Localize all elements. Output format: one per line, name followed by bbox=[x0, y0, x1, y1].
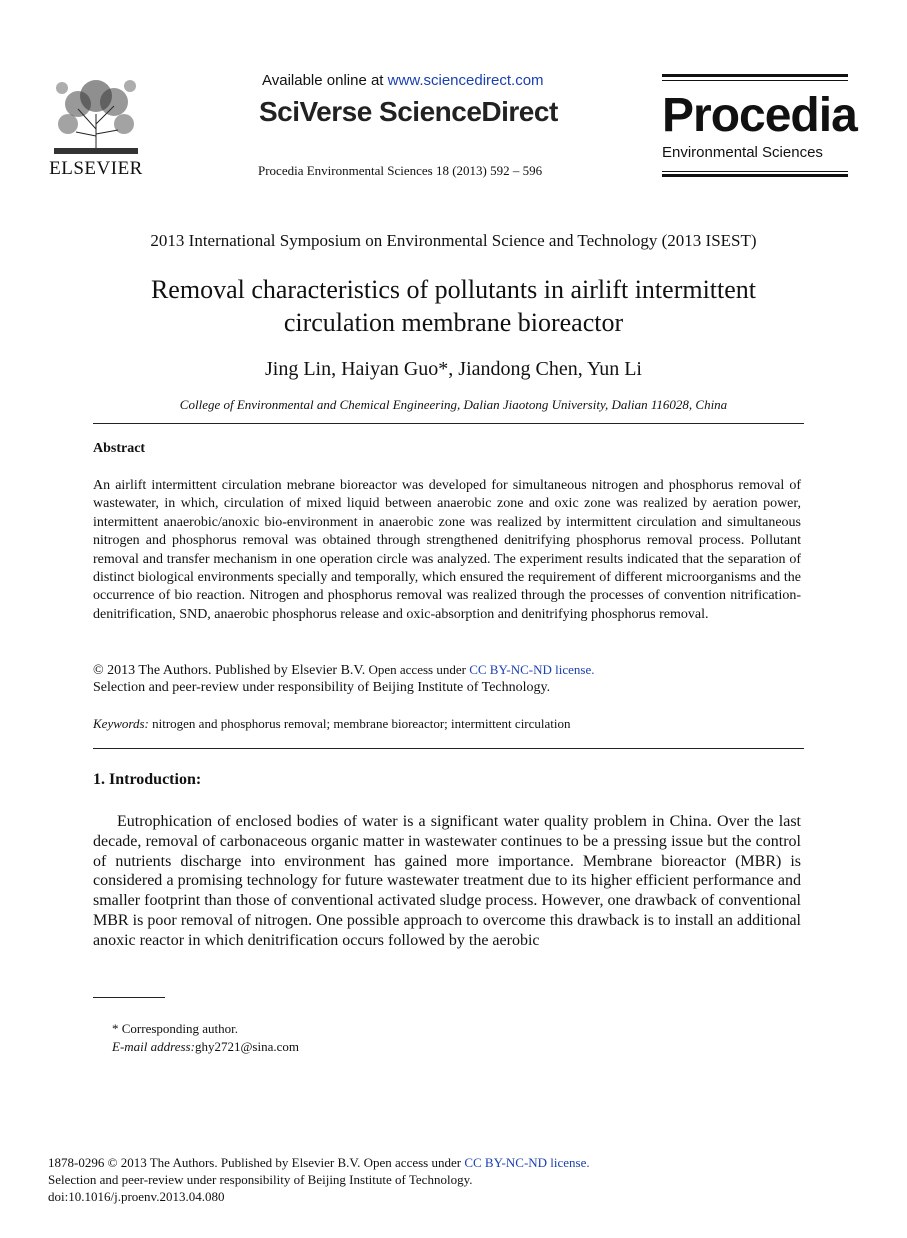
open-access-text: Open access under bbox=[365, 662, 470, 677]
journal-logo-name: Procedia bbox=[662, 89, 857, 142]
logo-rule-top bbox=[662, 74, 848, 77]
keywords-label: Keywords: bbox=[93, 716, 149, 731]
available-online-prefix: Available online at bbox=[262, 72, 388, 89]
symposium-name: 2013 International Symposium on Environmental Science and Technology (2013 ISEST) bbox=[150, 231, 757, 250]
article-title bbox=[0, 273, 907, 339]
footnote bbox=[112, 1020, 299, 1056]
footer-license-link[interactable]: CC BY-NC-ND license. bbox=[464, 1155, 590, 1170]
abstract-body: An airlift intermittent circulation mebrane bioreactor was developed for simultaneous nitrogen and phosphorus removal of wastewater, in which, circulation of mixed liquid between anaerobic zone and oxic zone was realized by aeration power, intermittent anaerobic/anoxic bio-environment in anaerobic zone was realized by intermittent circulation and simultaneous nitrogen and phosphorus removal was obtained through strengthened denitrifying phosphorus removal process. Pollutant removal and transfer mechanism in one operation circle was analyzed. The experiment results indicated that the separation of distinct biological environments specially and temporally, which ensured the requirement of different microorganisms and the occurrence of bio reaction. Nitrogen and phosphorus removal was realized through the processes of convention nitrification-denitrification, SND, anaerobic phosphorus release and oxic-absorption and denitrifying phosphorus removal. bbox=[93, 478, 801, 622]
footer-peer-review-line: Selection and peer-review under responsibility of Beijing Institute of Technology. bbox=[48, 1172, 473, 1187]
copyright-notice bbox=[93, 661, 804, 696]
keywords bbox=[93, 716, 571, 732]
elsevier-tree-icon bbox=[48, 74, 144, 158]
available-online-line bbox=[262, 72, 544, 89]
page-footer bbox=[48, 1154, 590, 1205]
license-link[interactable]: CC BY-NC-ND license. bbox=[469, 662, 595, 677]
footnote-rule bbox=[93, 997, 165, 998]
corresponding-author-note: * Corresponding author. bbox=[112, 1021, 239, 1036]
keywords-text: nitrogen and phosphorus removal; membrane bioreactor; intermittent circulation bbox=[148, 716, 571, 731]
divider-bottom bbox=[93, 748, 804, 749]
logo-rule-top-thin bbox=[662, 80, 848, 81]
elsevier-logo bbox=[48, 74, 144, 178]
introduction-heading: 1. Introduction: bbox=[93, 771, 202, 788]
title-line-1: Removal characteristics of pollutants in airlift intermittent bbox=[150, 275, 757, 304]
divider-top bbox=[93, 423, 804, 424]
copyright-line: © 2013 The Authors. Published by Elsevier B.V. bbox=[93, 663, 366, 678]
logo-rule-bottom-thin bbox=[662, 171, 848, 172]
platform-name: SciVerse ScienceDirect bbox=[259, 96, 558, 127]
title-line-2: circulation membrane bioreactor bbox=[283, 308, 624, 337]
footer-open-access-text: Open access under bbox=[360, 1155, 465, 1170]
publisher-logo-text: ELSEVIER bbox=[49, 158, 143, 179]
email-label: E-mail address: bbox=[112, 1039, 195, 1054]
affiliation: College of Environmental and Chemical Engineering, Dalian Jiaotong University, Dalian 116028, China bbox=[179, 397, 728, 412]
sciencedirect-link[interactable]: www.sciencedirect.com bbox=[387, 72, 544, 89]
email-address[interactable]: ghy2721@sina.com bbox=[194, 1039, 299, 1054]
logo-rule-bottom bbox=[662, 174, 848, 177]
journal-logo bbox=[662, 74, 857, 178]
peer-review-line: Selection and peer-review under responsibility of Beijing Institute of Technology. bbox=[93, 680, 551, 695]
abstract-heading: Abstract bbox=[93, 441, 146, 456]
footer-doi[interactable]: doi:10.1016/j.proenv.2013.04.080 bbox=[48, 1189, 225, 1204]
journal-citation: Procedia Environmental Sciences 18 (2013) 592 – 596 bbox=[258, 163, 543, 178]
footer-issn-line: 1878-0296 © 2013 The Authors. Published by Elsevier B.V. bbox=[48, 1155, 361, 1170]
authors: Jing Lin, Haiyan Guo*, Jiandong Chen, Yun Li bbox=[264, 358, 642, 380]
journal-logo-subtitle: Environmental Sciences bbox=[662, 144, 823, 161]
introduction-body: Eutrophication of enclosed bodies of water is a significant water quality problem in China. Over the last decade, removal of carbonaceous organic matter in wastewater continues to be a pressing issue but the control of nutrients discharge into environment has gained more importance. Membrane bioreactor (MBR) is considered a promising technology for future wastewater treatment due to its higher efficient performance and smaller footprint than those of conventional activated sludge process. However, one drawback of conventional MBR is poor removal of nitrogen. One possible approach to overcome this drawback is to install an additional anoxic reactor in which denitrification occurs followed by the aerobic bbox=[93, 813, 801, 949]
